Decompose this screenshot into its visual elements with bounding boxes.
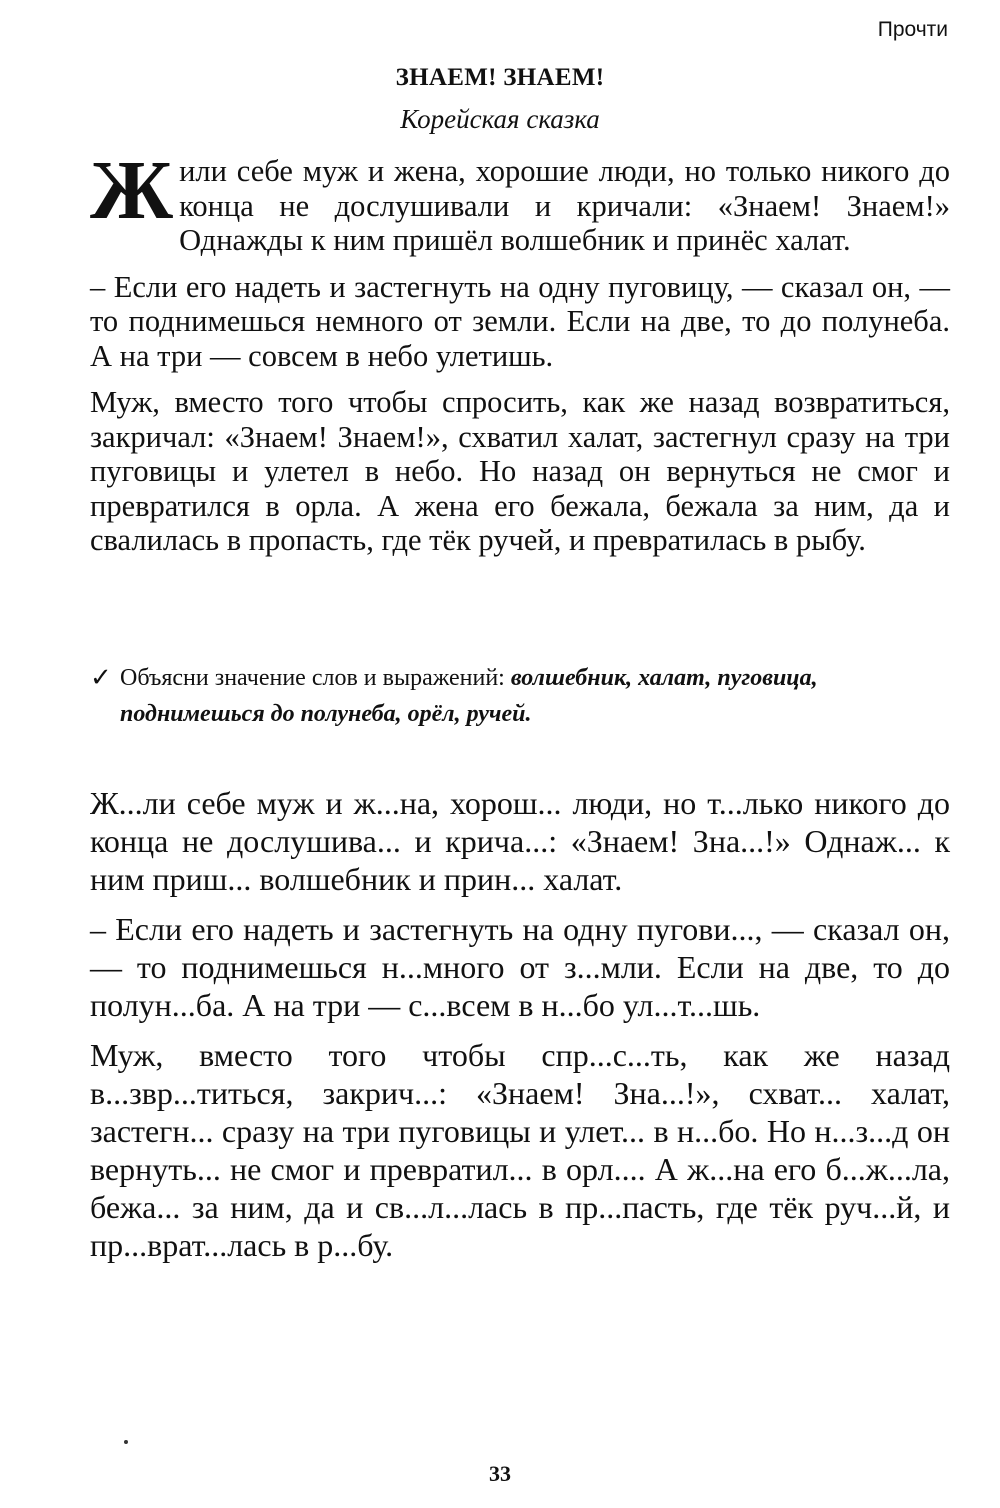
story-subtitle: Корейская сказка xyxy=(400,104,600,134)
story-paragraph-text: или себе муж и жена, хорошие люди, но только никого до конца не дослушивали и кричали: «Знаем! Знаем!» Однажды к ним пришёл волшебник и принёс халат. xyxy=(179,154,950,257)
story-title: ЗНАЕМ! ЗНАЕМ! xyxy=(395,64,605,91)
task-words: волшебник, халат, пуговица, поднимешься до полунеба, орёл, ручей. xyxy=(120,665,818,727)
drop-cap-letter: Ж xyxy=(90,144,174,237)
print-speck xyxy=(124,1440,128,1444)
checkmark-icon: ✓ xyxy=(90,663,112,692)
section-label: Прочти xyxy=(877,18,948,41)
story-text xyxy=(90,144,950,570)
story-paragraph: – Если его надеть и застегнуть на одну пуговицу, — сказал он, — то поднимешься немного от земли. Если на две, то до полунеба. А на три — совсем в небо улетишь. xyxy=(90,269,950,373)
story-paragraph xyxy=(90,144,950,258)
task-text xyxy=(120,660,950,732)
task-prompt: Объясни значение слов и выражений: xyxy=(120,665,505,691)
vocabulary-task xyxy=(90,660,950,732)
page-number: 33 xyxy=(489,1461,511,1486)
exercise-text xyxy=(90,784,950,1276)
exercise-paragraph: Муж, вместо того чтобы спр...с...ть, как же назад в...звр...титься, закрич...: «Знаем! Зна...!», схват... халат, застегн... сразу на три пуговицы и улет... в н...бо. Но н...з...д он вернуть... не смог и превратил... в орл.... А ж...на его б...ж...ла, бежа... за ним, да и св...л...лась в пр...пасть, где тёк руч...й, и пр...врат...лась в р...бу. xyxy=(90,1037,950,1263)
task-row xyxy=(90,660,950,732)
story-paragraph: Муж, вместо того чтобы спросить, как же назад возвратиться, закричал: «Знаем! Знаем!», схватил халат, застегнул сразу на три пуговицы и улетел в небо. Но назад он вернуться не смог и превратился в орла. А жена его бежала, бежала за ним, да и свалилась в пропасть, где тёк ручей, и превратилась в рыбу. xyxy=(90,385,950,557)
exercise-paragraph: – Если его надеть и застегнуть на одну пугови..., — сказал он, — то поднимешься н...много от з...мли. Если на две, то до полун...ба. А на три — с...всем в н...бо ул...т...шь. xyxy=(90,911,950,1023)
exercise-paragraph: Ж...ли себе муж и ж...на, хорош... люди, но т...лько никого до конца не дослушива... и крича...: «Знаем! Зна...!» Однаж... к ним приш... волшебник и прин... халат. xyxy=(90,785,950,897)
